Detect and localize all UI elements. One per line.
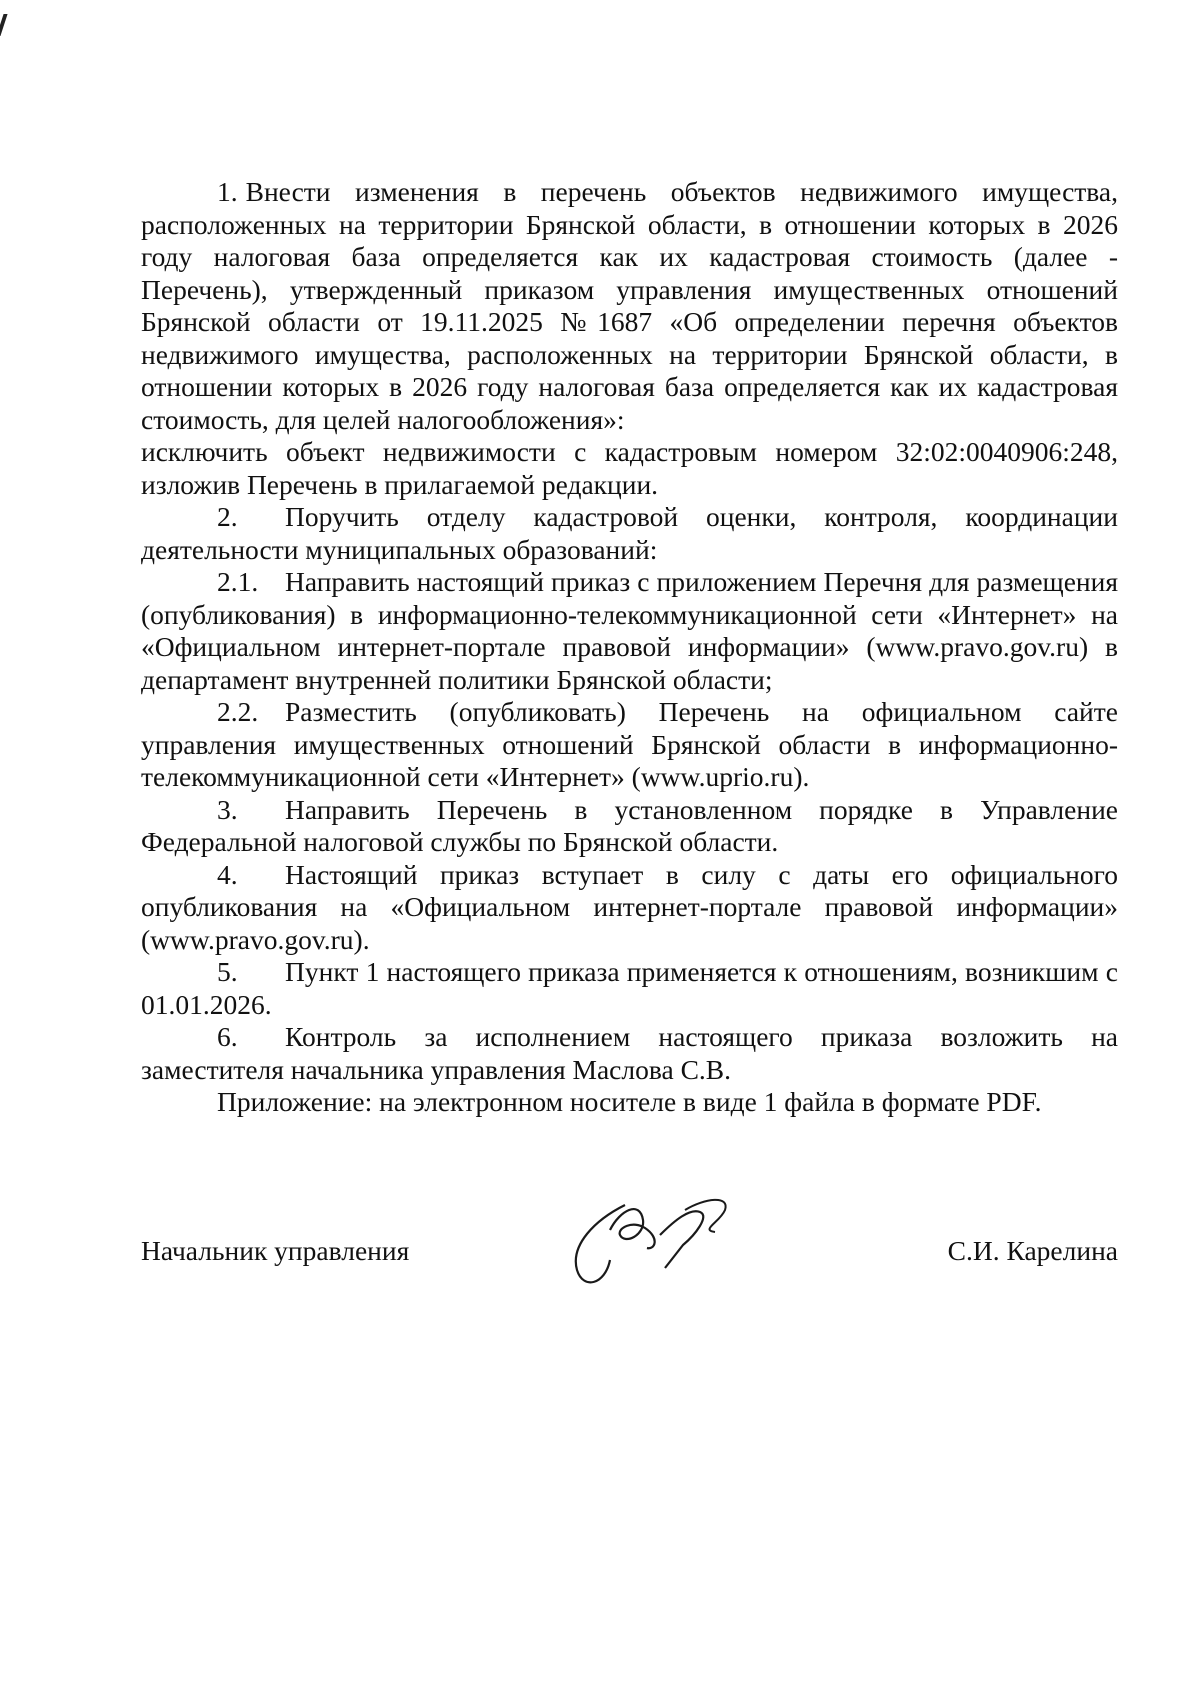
paragraph-2 (141, 501, 1118, 566)
attachment-note: Приложение: на электронном носителе в виде 1 файла в формате PDF. (217, 1086, 1042, 1117)
paragraph-text: Настоящий приказ вступает в силу с даты его официального опубликования на «Официальном интернет-портале правовой информации» (www.pravo.gov.ru). (141, 858, 1118, 955)
document-body (141, 176, 1118, 1119)
paragraph-2-1 (141, 566, 1118, 696)
paragraph-number: 4. (217, 858, 238, 890)
paragraph-number: 1. (217, 176, 238, 207)
paragraph-6 (141, 1021, 1118, 1086)
paragraph-4 (141, 859, 1118, 957)
paragraph-1-continuation (141, 436, 1118, 501)
paragraph-text: Пункт 1 настоящего приказа применяется к отношениям, возникшим с 01.01.2026. (141, 956, 1118, 1020)
paragraph-1 (141, 176, 1118, 436)
paragraph-number: 3. (217, 793, 238, 825)
paragraph-3 (141, 794, 1118, 859)
signer-position: Начальник управления (141, 1235, 410, 1266)
paragraph-5 (141, 956, 1118, 1021)
paragraph-number: 2. (217, 501, 238, 532)
signer-name: С.И. Карелина (947, 1235, 1118, 1266)
paragraph-number: 2.2. (217, 696, 259, 727)
signature-block (141, 1235, 1118, 1275)
paragraph-text: Внести изменения в перечень объектов недвижимого имущества, расположенных на территории Брянской области, в отношении которых в 2026 году налоговая база определяется как их кадастровая стоимость (далее - Перечень), утвержденный приказом управления имущественных отношений Брянской области от 19.11.2025 №1687 «Об определении перечня объектов недвижимого имущества, расположенных на территории Брянской области, в отношении которых в 2026 году налоговая база определяется как их кадастровая стоимость, для целей налогообложения»: (141, 176, 1118, 435)
paragraph-number: 5. (217, 956, 238, 987)
paragraph-text: Направить Перечень в установленном порядке в Управление Федеральной налоговой службы по Брянской области. (141, 793, 1118, 857)
paragraph-text: Направить настоящий приказ с приложением Перечня для размещения (опубликования) в информационно-телекоммуникационной сети «Интернет» на «Официальном интернет-портале правовой информации» (www.pravo.gov.ru) в департамент внутренней политики Брянской области; (141, 566, 1118, 695)
paragraph-text: Контроль за исполнением настоящего приказа возложить на заместителя начальника управления Маслова С.В. (141, 1021, 1118, 1085)
paragraph-2-2 (141, 696, 1118, 794)
paragraph-number: 2.1. (217, 566, 259, 597)
paragraph-text: исключить объект недвижимости с кадастровым номером 32:02:0040906:248, изложив Перечень в прилагаемой редакции. (141, 436, 1118, 500)
paragraph-text: Поручить отделу кадастровой оценки, контроля, координации деятельности муниципальных образований: (141, 501, 1118, 565)
paragraph-number: 6. (217, 1021, 238, 1052)
corner-mark (0, 14, 8, 36)
paragraph-text: Разместить (опубликовать) Перечень на официальном сайте управления имущественных отношений Брянской области в информационно-телекоммуникационной сети «Интернет» (www.uprio.ru). (141, 696, 1118, 792)
